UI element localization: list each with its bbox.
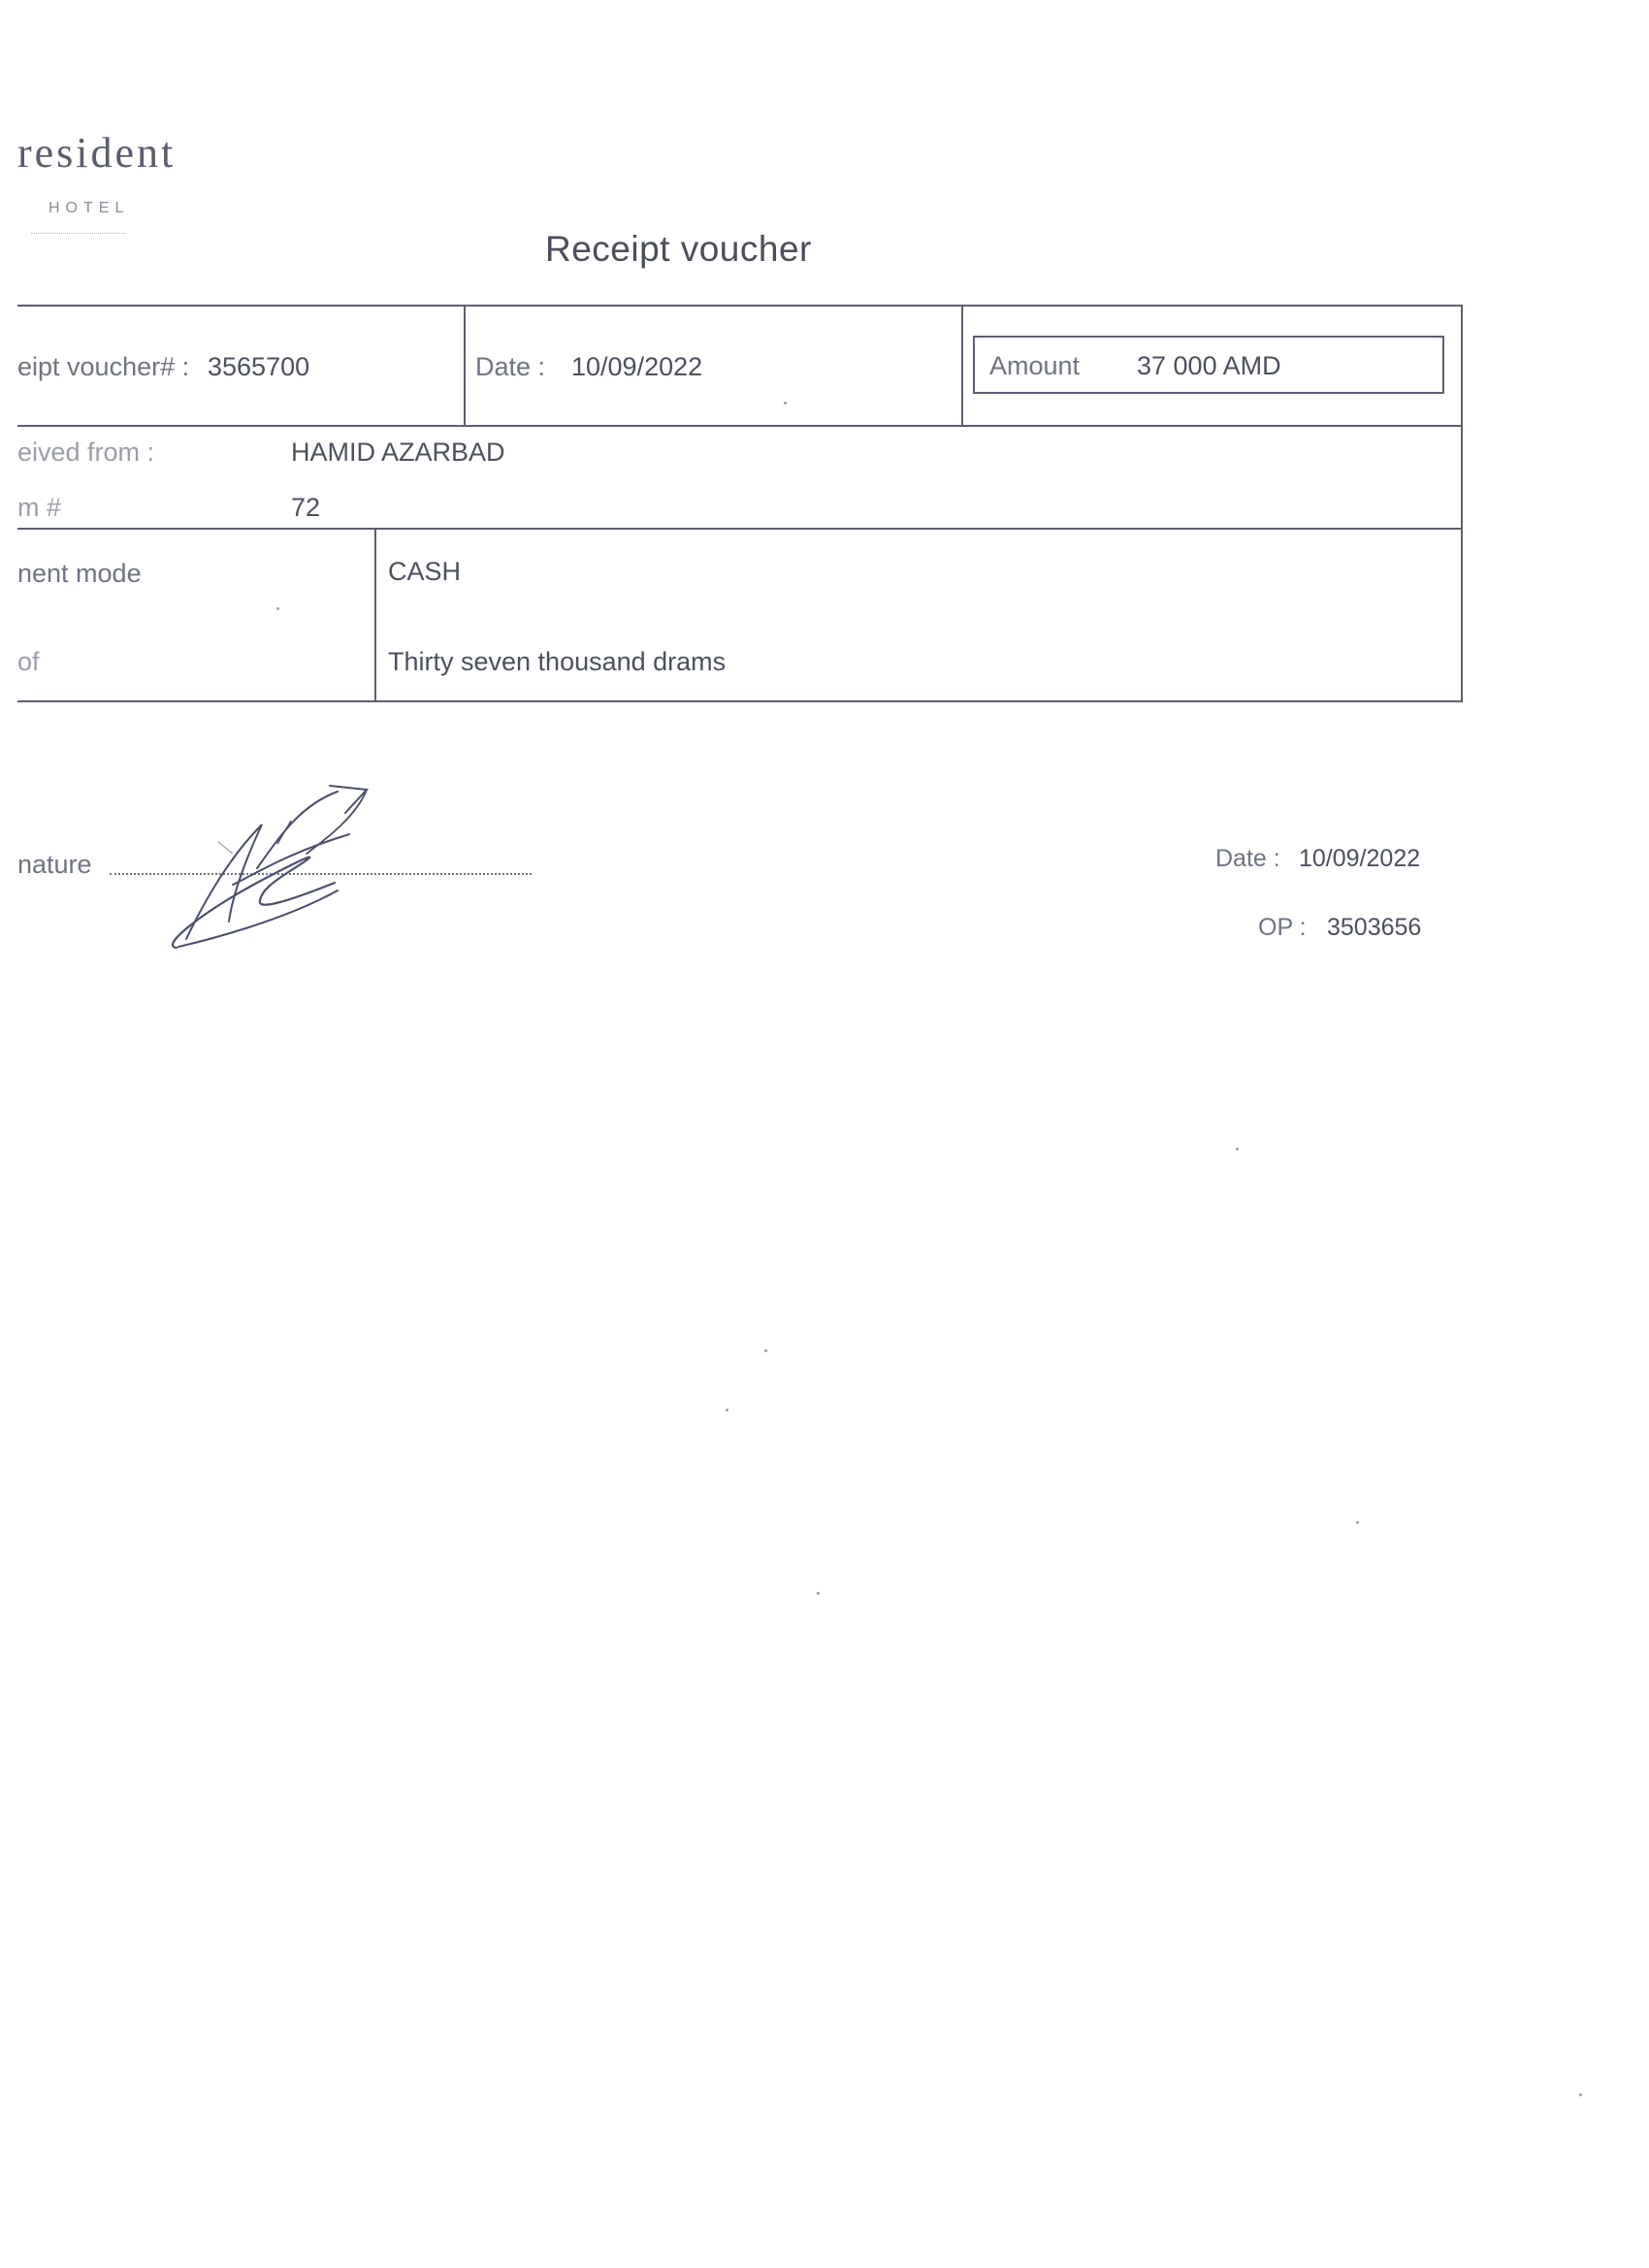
table-top-border bbox=[17, 305, 1463, 307]
hotel-logo bbox=[0, 129, 223, 243]
row3-divider bbox=[374, 528, 376, 702]
scan-speck bbox=[726, 1409, 728, 1411]
voucher-number-value: 3565700 bbox=[208, 352, 310, 381]
date-label: Date : bbox=[475, 352, 546, 381]
scan-speck bbox=[1236, 1148, 1239, 1150]
table-bottom-border bbox=[17, 700, 1463, 702]
row1-bottom-border bbox=[17, 425, 1463, 427]
room-number-value: 72 bbox=[291, 493, 321, 522]
scan-speck bbox=[817, 1592, 820, 1595]
received-from-label: eived from : bbox=[17, 437, 155, 467]
op-label: OP : bbox=[1258, 914, 1307, 941]
scan-speck bbox=[276, 607, 279, 610]
logo-subtitle: HOTEL bbox=[48, 200, 130, 216]
scan-speck bbox=[764, 1349, 767, 1352]
page-title: Receipt voucher bbox=[545, 229, 812, 269]
footer-date-value: 10/09/2022 bbox=[1299, 845, 1421, 872]
scan-speck bbox=[1579, 2093, 1582, 2096]
sum-label: of bbox=[17, 647, 40, 676]
row2-bottom-border bbox=[17, 528, 1463, 530]
table-right-border bbox=[1461, 305, 1463, 702]
amount-label: Amount bbox=[989, 351, 1081, 380]
scan-speck bbox=[1356, 1521, 1359, 1524]
date-value: 10/09/2022 bbox=[571, 352, 703, 381]
handwritten-signature bbox=[165, 776, 388, 960]
received-from-value: HAMID AZARBAD bbox=[291, 437, 505, 467]
amount-value: 37 000 AMD bbox=[1137, 351, 1281, 380]
signature-label: nature bbox=[17, 850, 92, 879]
room-number-label: m # bbox=[17, 493, 62, 522]
footer-date-label: Date : bbox=[1215, 845, 1280, 872]
payment-mode-label: nent mode bbox=[17, 559, 142, 588]
op-value: 3503656 bbox=[1327, 914, 1422, 941]
row1-divider-1 bbox=[464, 305, 466, 427]
row1-divider-2 bbox=[961, 305, 963, 427]
sum-in-words-value: Thirty seven thousand drams bbox=[388, 647, 727, 676]
logo-wordmark: resident bbox=[17, 129, 177, 177]
payment-mode-value: CASH bbox=[388, 557, 462, 586]
voucher-number-label: eipt voucher# : bbox=[17, 352, 190, 381]
logo-rule bbox=[31, 233, 126, 234]
scan-speck bbox=[784, 402, 787, 405]
